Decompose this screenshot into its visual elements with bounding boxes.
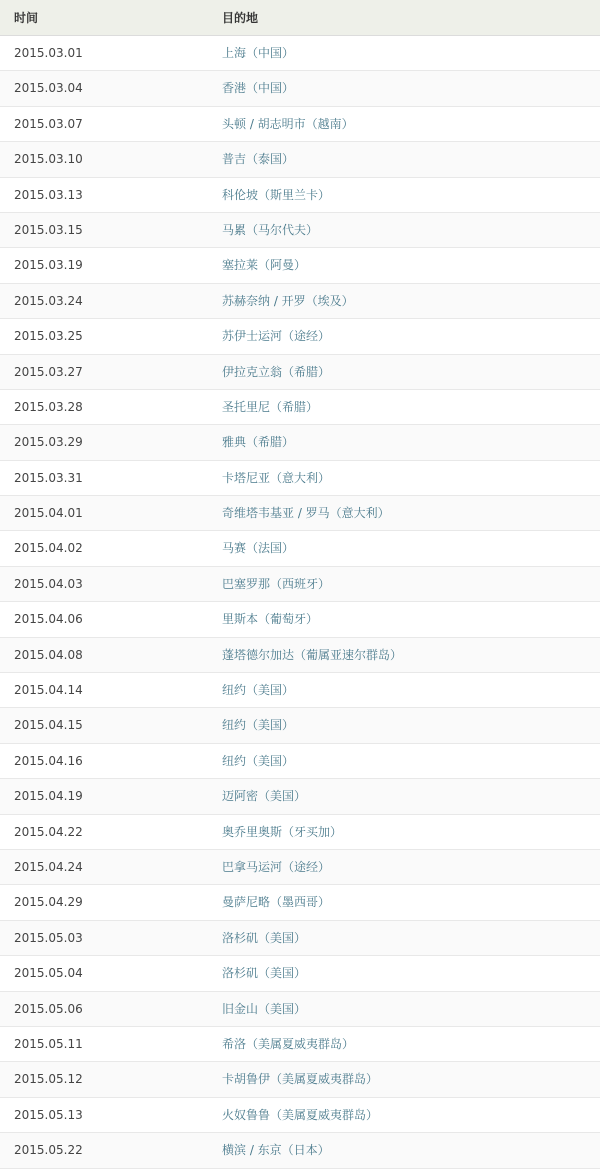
destination-link[interactable]: 火奴鲁鲁（美属夏威夷群岛） — [222, 1107, 379, 1122]
destination-link[interactable]: 里斯本（葡萄牙） — [222, 612, 319, 627]
cell-date: 2015.04.16 — [0, 743, 208, 778]
cell-date: 2015.03.07 — [0, 106, 208, 141]
cell-destination — [208, 496, 600, 531]
cell-date: 2015.03.01 — [0, 36, 208, 71]
table-row — [0, 602, 600, 637]
column-header-destination: 目的地 — [208, 0, 600, 36]
cell-date: 2015.03.15 — [0, 212, 208, 247]
table-row — [0, 885, 600, 920]
cell-date: 2015.04.19 — [0, 779, 208, 814]
destination-link[interactable]: 纽约（美国） — [222, 753, 295, 768]
cell-date: 2015.03.13 — [0, 177, 208, 212]
cell-destination — [208, 920, 600, 955]
destination-link[interactable]: 塞拉莱（阿曼） — [222, 258, 307, 273]
table-row — [0, 1097, 600, 1132]
destination-link[interactable]: 科伦坡（斯里兰卡） — [222, 187, 331, 202]
cell-destination — [208, 1026, 600, 1061]
table-row — [0, 814, 600, 849]
cell-date: 2015.03.27 — [0, 354, 208, 389]
cell-destination — [208, 673, 600, 708]
cell-destination — [208, 637, 600, 672]
cell-date: 2015.04.03 — [0, 566, 208, 601]
destination-link[interactable]: 曼萨尼略（墨西哥） — [222, 895, 331, 910]
cell-destination — [208, 389, 600, 424]
destination-link[interactable]: 上海（中国） — [222, 46, 295, 60]
cell-date: 2015.05.04 — [0, 956, 208, 991]
table-header-row — [0, 0, 600, 36]
destination-link[interactable]: 普吉（泰国） — [222, 152, 295, 167]
destination-link[interactable]: 奇维塔韦基亚 / 罗马（意大利） — [222, 506, 390, 521]
destination-link[interactable]: 迈阿密（美国） — [222, 789, 307, 804]
table-row — [0, 36, 600, 71]
table-row — [0, 991, 600, 1026]
cell-date: 2015.05.12 — [0, 1062, 208, 1097]
destination-link[interactable]: 横滨 / 东京（日本） — [222, 1143, 330, 1158]
table-row — [0, 849, 600, 884]
cell-date: 2015.03.25 — [0, 319, 208, 354]
table-row — [0, 389, 600, 424]
table-row — [0, 1026, 600, 1061]
destination-link[interactable]: 伊拉克立翁（希腊） — [222, 364, 331, 379]
cell-date: 2015.03.29 — [0, 425, 208, 460]
cell-destination — [208, 354, 600, 389]
cell-destination — [208, 956, 600, 991]
cell-date: 2015.04.08 — [0, 637, 208, 672]
table-row — [0, 142, 600, 177]
cell-date: 2015.04.22 — [0, 814, 208, 849]
destination-link[interactable]: 旧金山（美国） — [222, 1001, 307, 1016]
destination-link[interactable]: 卡塔尼亚（意大利） — [222, 470, 331, 485]
cell-date: 2015.03.28 — [0, 389, 208, 424]
table-row — [0, 779, 600, 814]
cell-date: 2015.03.04 — [0, 71, 208, 106]
destination-link[interactable]: 巴拿马运河（途经） — [222, 859, 331, 874]
destination-link[interactable]: 头顿 / 胡志明市（越南） — [222, 116, 354, 131]
cell-destination — [208, 1097, 600, 1132]
cell-destination — [208, 283, 600, 318]
cell-date: 2015.04.15 — [0, 708, 208, 743]
destination-link[interactable]: 奥乔里奥斯（牙买加） — [222, 824, 343, 839]
cell-destination — [208, 708, 600, 743]
cell-date: 2015.04.02 — [0, 531, 208, 566]
cell-date: 2015.03.10 — [0, 142, 208, 177]
destination-link[interactable]: 苏赫奈纳 / 开罗（埃及） — [222, 293, 354, 308]
cell-date: 2015.04.06 — [0, 602, 208, 637]
table-row — [0, 177, 600, 212]
destination-link[interactable]: 马赛（法国） — [222, 541, 295, 556]
table-row — [0, 637, 600, 672]
column-header-date: 时间 — [0, 0, 208, 36]
cell-destination — [208, 319, 600, 354]
cell-destination — [208, 1133, 600, 1168]
cell-destination — [208, 177, 600, 212]
table-row — [0, 673, 600, 708]
cell-destination — [208, 460, 600, 495]
cell-destination — [208, 849, 600, 884]
cell-destination — [208, 814, 600, 849]
destination-link[interactable]: 纽约（美国） — [222, 718, 295, 733]
destination-link[interactable]: 圣托里尼（希腊） — [222, 399, 319, 414]
destination-link[interactable]: 马累（马尔代夫） — [222, 222, 319, 237]
table-row — [0, 354, 600, 389]
cell-destination — [208, 248, 600, 283]
table-row — [0, 425, 600, 460]
table-body — [0, 36, 600, 1169]
table-row — [0, 566, 600, 601]
cell-destination — [208, 106, 600, 141]
destination-link[interactable]: 洛杉矶（美国） — [222, 966, 307, 981]
cell-date: 2015.05.13 — [0, 1097, 208, 1132]
destination-link[interactable]: 雅典（希腊） — [222, 435, 295, 450]
table-row — [0, 920, 600, 955]
table-row — [0, 319, 600, 354]
cell-date: 2015.05.06 — [0, 991, 208, 1026]
cell-date: 2015.04.01 — [0, 496, 208, 531]
cell-destination — [208, 566, 600, 601]
cell-destination — [208, 885, 600, 920]
cell-destination — [208, 71, 600, 106]
cell-date: 2015.04.24 — [0, 849, 208, 884]
cell-destination — [208, 425, 600, 460]
table-row — [0, 496, 600, 531]
cell-destination — [208, 1062, 600, 1097]
table-row — [0, 708, 600, 743]
cell-date: 2015.05.22 — [0, 1133, 208, 1168]
cell-date: 2015.05.03 — [0, 920, 208, 955]
destination-link[interactable]: 巴塞罗那（西班牙） — [222, 576, 331, 591]
destination-link[interactable]: 洛杉矶（美国） — [222, 930, 307, 945]
destination-link[interactable]: 蓬塔德尔加达（葡属亚速尔群岛） — [222, 647, 403, 662]
cell-date: 2015.04.14 — [0, 673, 208, 708]
destination-link[interactable]: 苏伊士运河（途经） — [222, 329, 331, 344]
cell-destination — [208, 991, 600, 1026]
cell-destination — [208, 743, 600, 778]
table-row — [0, 743, 600, 778]
table-row — [0, 460, 600, 495]
cell-destination — [208, 212, 600, 247]
destination-link[interactable]: 希洛（美属夏威夷群岛） — [222, 1036, 355, 1051]
destination-link[interactable]: 卡胡鲁伊（美属夏威夷群岛） — [222, 1072, 379, 1087]
table-row — [0, 106, 600, 141]
cell-date: 2015.04.29 — [0, 885, 208, 920]
destination-link[interactable]: 香港（中国） — [222, 81, 295, 96]
cell-date: 2015.03.24 — [0, 283, 208, 318]
table-row — [0, 212, 600, 247]
table-row — [0, 956, 600, 991]
cell-destination — [208, 602, 600, 637]
table-row — [0, 248, 600, 283]
table-row — [0, 283, 600, 318]
table-row — [0, 71, 600, 106]
cell-destination — [208, 36, 600, 71]
cell-date: 2015.03.31 — [0, 460, 208, 495]
cell-date: 2015.05.11 — [0, 1026, 208, 1061]
table-row — [0, 531, 600, 566]
cell-destination — [208, 779, 600, 814]
cell-destination — [208, 142, 600, 177]
table-row — [0, 1062, 600, 1097]
cell-date: 2015.03.19 — [0, 248, 208, 283]
destination-link[interactable]: 纽约（美国） — [222, 683, 295, 698]
table-header — [0, 0, 600, 36]
cell-destination — [208, 531, 600, 566]
table-row — [0, 1133, 600, 1168]
